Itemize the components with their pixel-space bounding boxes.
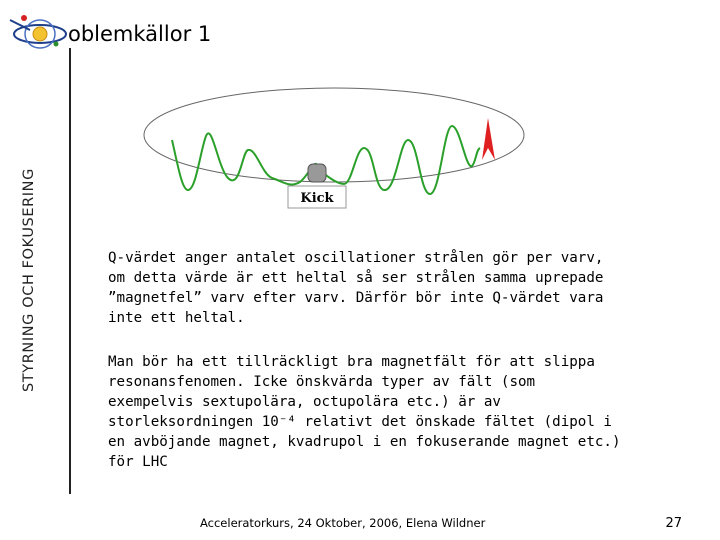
oscillation-wave xyxy=(172,126,480,194)
beam-oscillation-figure xyxy=(138,78,530,228)
beam-direction-marker xyxy=(482,118,495,160)
orbit-ring xyxy=(144,88,524,182)
page-number: 27 xyxy=(665,516,682,531)
divider-line xyxy=(69,48,71,494)
footer-text: Acceleratorkurs, 24 Oktober, 2006, Elena Wildner xyxy=(200,516,486,530)
side-label: STYRNING OCH FOKUSERING xyxy=(21,168,37,392)
paragraph-q-value: Q-värdet anger antalet oscillationer strålen gör per varv, om detta värde är ett heltal så ser strålen samma uprepade ”magnetfel” varv efter varv. Därför bör inte Q-värdet vara inte ett heltal. xyxy=(108,250,604,326)
kick-label: Kick xyxy=(300,191,334,206)
logo-icon xyxy=(2,6,68,52)
paragraph-magnetic-field: Man bör ha ett tillräckligt bra magnetfält för att slippa resonansfenomen. Icke önskvärda typer av fält (som exempelvis sextupolära, octupolära etc.) är av storleksordningen 10⁻⁴ relativt det önskade fältet (dipol i en avböjande magnet, kvadrupol i en fokuserande magnet etc.) för LHC xyxy=(108,354,621,470)
kick-magnet xyxy=(308,164,326,182)
slide-title: oblemkällor 1 xyxy=(68,22,212,46)
